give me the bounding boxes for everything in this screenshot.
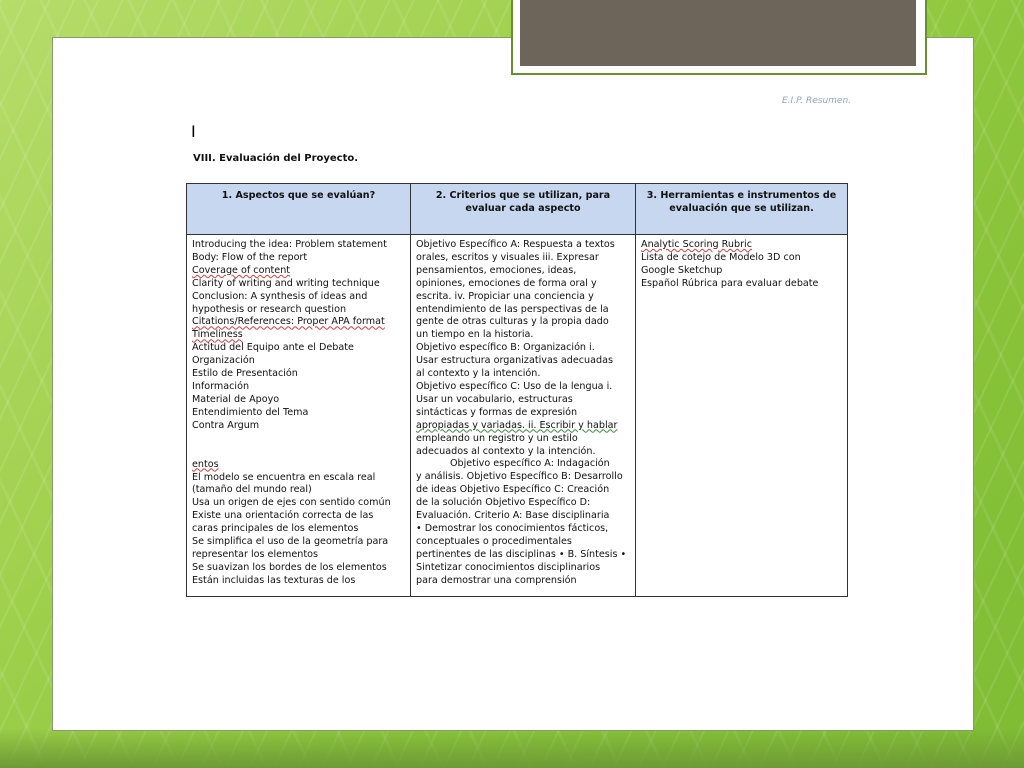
criteria-line: pertinentes de las disciplinas • B. Síntesis • bbox=[416, 548, 627, 560]
criteria-line: Objetivo Específico A: Respuesta a textos bbox=[416, 239, 615, 250]
evaluation-table bbox=[186, 183, 848, 597]
aspect-line: entos bbox=[192, 458, 219, 470]
criteria-line: • Demostrar los conocimientos fácticos, bbox=[416, 522, 609, 534]
criteria-line: orales, escritos y visuales iii. Expresar bbox=[416, 251, 599, 263]
aspect-line: Existe una orientación correcta de las bbox=[192, 510, 374, 522]
tool-line: Lista de cotejo de Modelo 3D con bbox=[641, 251, 801, 263]
criteria-line: sintácticas y formas de expresión bbox=[416, 406, 578, 418]
table-header-row bbox=[187, 184, 848, 235]
section-title: VIII. Evaluación del Proyecto. bbox=[193, 153, 359, 164]
criteria-line: adecuados al contexto y la intención. bbox=[416, 445, 596, 457]
criteria-line: empleando un registro y un estilo bbox=[416, 432, 578, 444]
aspect-line: Se suavizan los bordes de los elementos bbox=[192, 561, 387, 573]
criteria-line: escrita. iv. Propiciar una conciencia y bbox=[416, 290, 594, 302]
aspect-line: representar los elementos bbox=[192, 548, 318, 560]
cell-spacer bbox=[192, 433, 405, 459]
criteria-line: Objetivo específico A: Indagación bbox=[450, 458, 610, 470]
cell-aspects bbox=[187, 235, 411, 597]
aspect-line: El modelo se encuentra en escala real bbox=[192, 471, 376, 483]
aspect-line: caras principales de los elementos bbox=[192, 523, 359, 535]
table-row bbox=[187, 235, 848, 597]
aspect-line: hypothesis or research question bbox=[192, 303, 347, 315]
aspect-line: Clarity of writing and writing technique bbox=[192, 277, 380, 289]
aspect-line: Se simplifica el uso de la geometría para bbox=[192, 536, 389, 548]
criteria-line: Usar un vocabulario, estructuras bbox=[416, 393, 573, 405]
criteria-line: Objetivo específico C: Uso de la lengua i. bbox=[416, 380, 613, 392]
aspect-line: Información bbox=[192, 380, 250, 392]
background-bottom-band bbox=[0, 728, 1024, 768]
aspect-line: Body: Flow of the report bbox=[192, 251, 308, 263]
criteria-line: Sintetizar conocimientos disciplinarios bbox=[416, 561, 601, 573]
criteria-line: un tiempo en la historia. bbox=[416, 329, 534, 341]
aspect-line: Citations/References: Proper APA format bbox=[192, 316, 385, 328]
aspect-line: Timeliness bbox=[192, 329, 243, 341]
header-note: E.I.P. Resumen. bbox=[782, 96, 852, 106]
header-aspects: 1. Aspectos que se evalúan? bbox=[187, 184, 411, 235]
header-criteria: 2. Criterios que se utilizan, para evaluar cada aspecto bbox=[411, 184, 636, 235]
criteria-line: Evaluación. Criterio A: Base disciplinaria bbox=[416, 510, 610, 522]
criteria-line: y análisis. Objetivo Específico B: Desarrollo bbox=[416, 471, 623, 483]
criteria-line: de la solución Objetivo Específico D: bbox=[416, 497, 591, 509]
aspect-line: Estilo de Presentación bbox=[192, 368, 298, 380]
aspect-line: Introducing the idea: Problem statement bbox=[192, 239, 387, 250]
criteria-line: Usar estructura organizativas adecuadas bbox=[416, 355, 613, 367]
criteria-line: Objetivo específico B: Organización i. bbox=[416, 342, 595, 354]
header-tools: 3. Herramientas e instrumentos de evaluación que se utilizan. bbox=[636, 184, 848, 235]
tool-line: Google Sketchup bbox=[641, 264, 723, 276]
criteria-line: opiniones, emociones de forma oral y bbox=[416, 277, 597, 289]
aspect-line: Organización bbox=[192, 355, 255, 367]
aspect-line: Usa un origen de ejes con sentido común bbox=[192, 497, 391, 509]
aspect-line: Actitud del Equipo ante el Debate bbox=[192, 342, 354, 354]
criteria-line: pensamientos, emociones, ideas, bbox=[416, 264, 577, 276]
cell-tools bbox=[636, 235, 848, 597]
criteria-line: conceptuales o procedimentales bbox=[416, 535, 572, 547]
slide-title-box bbox=[520, 0, 916, 66]
tool-line: Español Rúbrica para evaluar debate bbox=[641, 277, 819, 289]
aspect-line: Entendimiento del Tema bbox=[192, 406, 309, 418]
criteria-line: apropiadas y variadas. ii. Escribir y hablar bbox=[416, 419, 618, 431]
criteria-line: de ideas Objetivo Específico C: Creación bbox=[416, 484, 610, 496]
criteria-line: para demostrar una comprensión bbox=[416, 574, 577, 586]
cell-criteria bbox=[411, 235, 636, 597]
criteria-line: al contexto y la intención. bbox=[416, 368, 541, 380]
aspect-line: Material de Apoyo bbox=[192, 393, 280, 405]
aspect-line: Están incluidas las texturas de los bbox=[192, 574, 356, 586]
text-cursor-mark: I bbox=[191, 122, 196, 141]
aspect-line: (tamaño del mundo real) bbox=[192, 484, 312, 496]
aspect-line: Coverage of content bbox=[192, 264, 291, 276]
aspect-line: Contra Argum bbox=[192, 419, 260, 431]
aspect-line: Conclusion: A synthesis of ideas and bbox=[192, 290, 368, 302]
tool-line: Analytic Scoring Rubric bbox=[641, 239, 752, 250]
criteria-line: entendimiento de las perspectivas de la bbox=[416, 303, 609, 315]
criteria-line: gente de otras culturas y la propia dado bbox=[416, 316, 609, 328]
